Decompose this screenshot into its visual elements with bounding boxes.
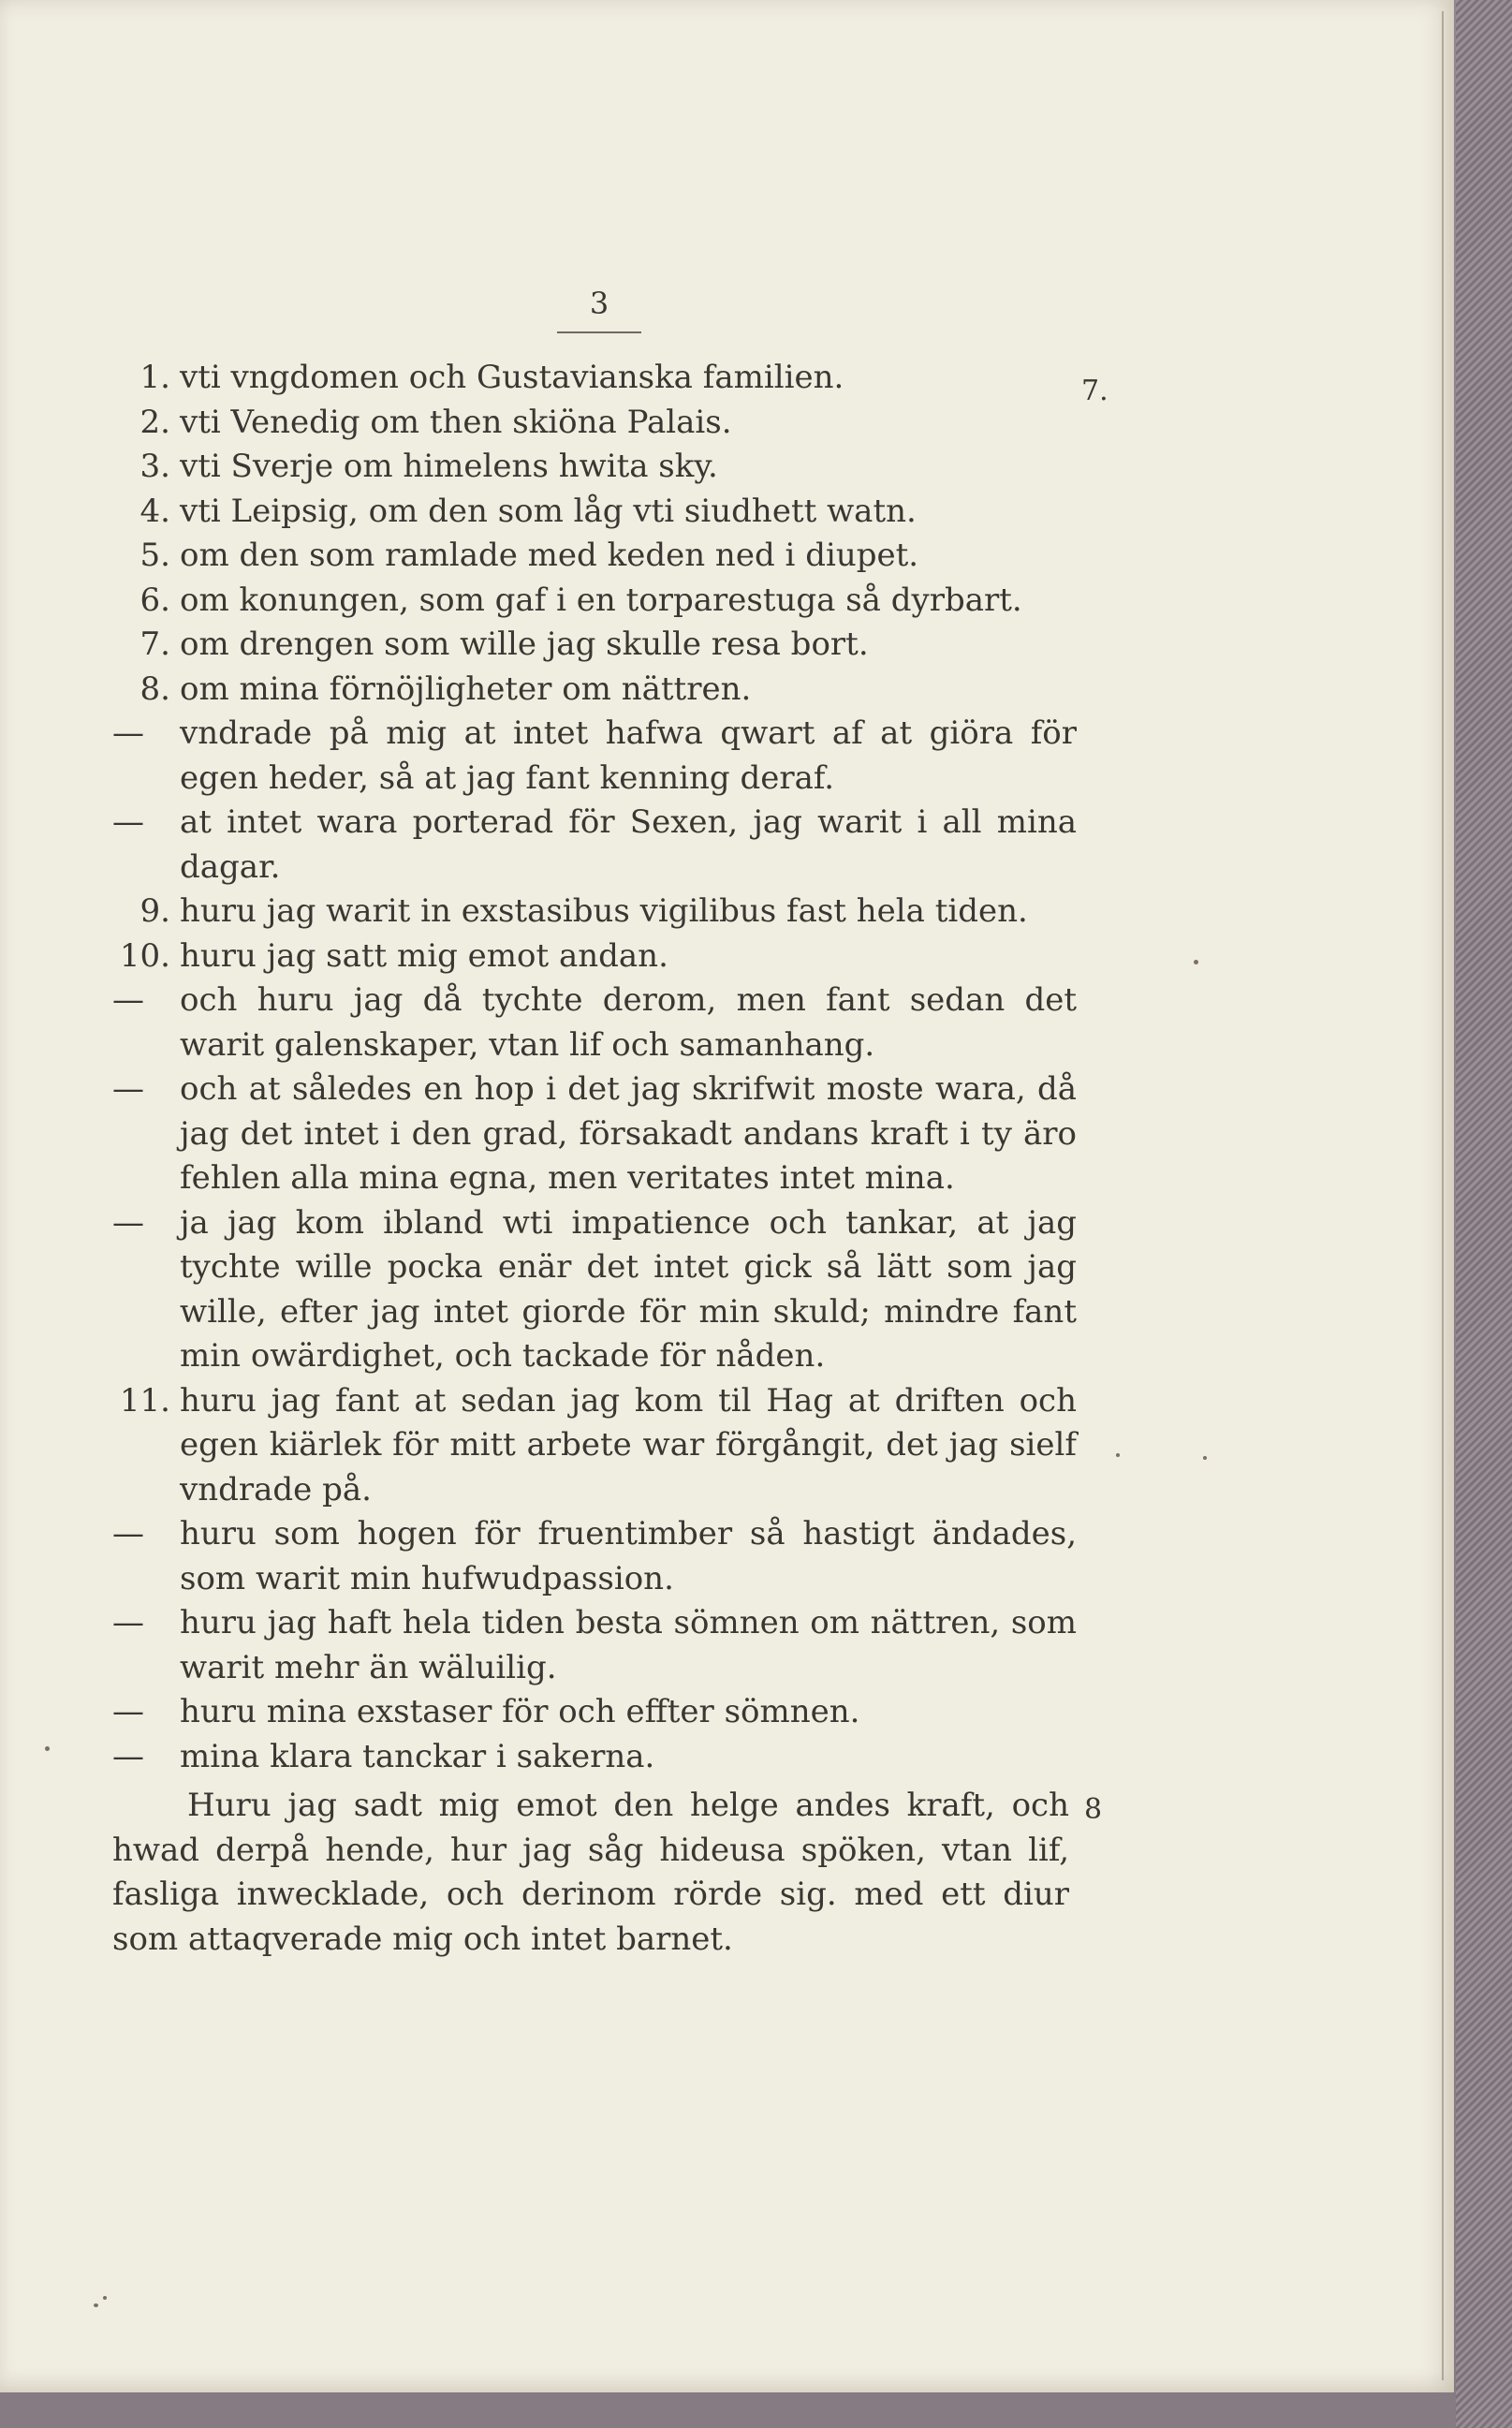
paper-speck xyxy=(94,2303,98,2307)
entry-text: mina klara tanckar i sakerna. xyxy=(180,1737,655,1775)
list-item xyxy=(112,1067,1077,1201)
entry-list xyxy=(112,356,1077,1779)
margin-note: 7. xyxy=(1081,375,1108,407)
list-item xyxy=(112,979,1077,1067)
entry-text: och huru jag då tychte derom, men fant sedan det warit galenskaper, vtan lif och samanhang. xyxy=(180,981,1077,1064)
entry-text: vndrade på mig at intet hafwa qwart af at giöra för egen heder, så at jag fant kenning deraf. xyxy=(180,714,1077,797)
list-item xyxy=(112,712,1077,801)
list-item xyxy=(112,668,1077,713)
list-item xyxy=(112,356,1077,401)
entry-dash: — xyxy=(112,714,144,752)
entry-text: huru jag satt mig emot andan. xyxy=(180,936,668,975)
entry-text: och at således en hop i det jag skrifwit moste wara, då jag det intet i den grad, försakadt andans kraft i ty äro fehlen alla mina egna, men veritates intet mina. xyxy=(180,1070,1077,1197)
entry-number: 8. xyxy=(139,670,170,708)
entry-number: 6. xyxy=(139,581,170,619)
entry-text: ja jag kom ibland wti impatience och tankar, at jag tychte wille pocka enär det intet gick så lätt som jag wille, efter jag intet giorde för min skuld; mindre fant min owärdighet, och tackade för nåden. xyxy=(180,1203,1077,1375)
entry-text: huru som hogen för fruentimber så hastigt ändades, som warit min hufwudpassion. xyxy=(180,1515,1077,1597)
list-item xyxy=(112,1690,1077,1735)
list-item xyxy=(112,579,1077,624)
entry-dash: — xyxy=(112,1070,144,1108)
entry-text: vti vngdomen och Gustavianska familien. xyxy=(180,359,844,396)
entry-number: 11. xyxy=(119,1381,170,1420)
list-item xyxy=(112,890,1077,934)
entry-text: om den som ramlade med keden ned i diupet. xyxy=(180,537,919,574)
list-item xyxy=(112,1379,1077,1513)
paper-speck xyxy=(1203,1456,1207,1460)
entry-dash: — xyxy=(112,981,144,1019)
paper-speck xyxy=(103,2296,107,2300)
entry-number: 2. xyxy=(139,403,170,441)
entry-number: 10. xyxy=(119,936,170,975)
entry-text: huru jag haft hela tiden besta sömnen om nättren, som warit mehr än wäluilig. xyxy=(180,1604,1077,1686)
entry-dash: — xyxy=(112,1203,144,1242)
page-number-rule xyxy=(557,331,641,333)
list-item xyxy=(112,1735,1077,1780)
page-number: 3 xyxy=(589,286,609,321)
paper-speck xyxy=(45,1746,50,1751)
paper-speck xyxy=(1116,1453,1120,1457)
list-item xyxy=(112,623,1077,668)
entry-dash: — xyxy=(112,1737,144,1775)
entry-text: at intet wara porterad för Sexen, jag warit i all mina dagar. xyxy=(180,803,1077,886)
entry-number: 7. xyxy=(139,625,170,663)
paper-speck xyxy=(1194,960,1198,964)
entry-dash: — xyxy=(112,1515,144,1552)
entry-text: vti Leipsig, om den som låg vti siudhett watn. xyxy=(180,492,917,530)
entry-number: 9. xyxy=(139,892,170,930)
entry-text: huru mina exstaser för och effter sömnen. xyxy=(180,1693,860,1730)
entry-text: om mina förnöjligheter om nättren. xyxy=(180,670,752,708)
page-gutter-line xyxy=(1442,11,1444,2380)
entry-dash: — xyxy=(112,1693,144,1730)
list-item xyxy=(112,490,1077,535)
entry-text: huru jag warit in exstasibus vigilibus fast hela tiden. xyxy=(180,892,1028,930)
list-item xyxy=(112,1201,1077,1379)
book-cover-edge xyxy=(1456,0,1512,2428)
entry-text: om konungen, som gaf i en torparestuga så dyrbart. xyxy=(180,581,1022,619)
list-item xyxy=(112,934,1077,979)
entry-number: 3. xyxy=(139,448,170,485)
list-item xyxy=(112,401,1077,446)
entry-number: 5. xyxy=(139,537,170,574)
list-item xyxy=(112,1601,1077,1690)
margin-note: 8 xyxy=(1084,1793,1103,1826)
entry-dash: — xyxy=(112,1604,144,1641)
closing-paragraph: Huru jag sadt mig emot den helge andes kraft, och hwad derpå hende, hur jag såg hideusa spöken, vtan lif, fasliga inwecklade, och derinom rörde sig. med ett diur som attaqverade mig och intet barnet. xyxy=(112,1787,1069,1958)
entry-text: vti Venedig om then skiöna Palais. xyxy=(180,403,732,441)
list-item xyxy=(112,534,1077,579)
entry-dash: — xyxy=(112,803,144,841)
list-item xyxy=(112,801,1077,890)
list-item xyxy=(112,1512,1077,1601)
entry-number: 1. xyxy=(139,359,170,396)
entry-text: vti Sverje om himelens hwita sky. xyxy=(180,448,718,485)
list-item xyxy=(112,445,1077,490)
entry-text: om drengen som wille jag skulle resa bort. xyxy=(180,625,869,663)
entry-text: huru jag fant at sedan jag kom til Hag at driften och egen kiärlek för mitt arbete war förgångit, det jag sielf vndrade på. xyxy=(180,1381,1077,1508)
entry-number: 4. xyxy=(139,492,170,530)
